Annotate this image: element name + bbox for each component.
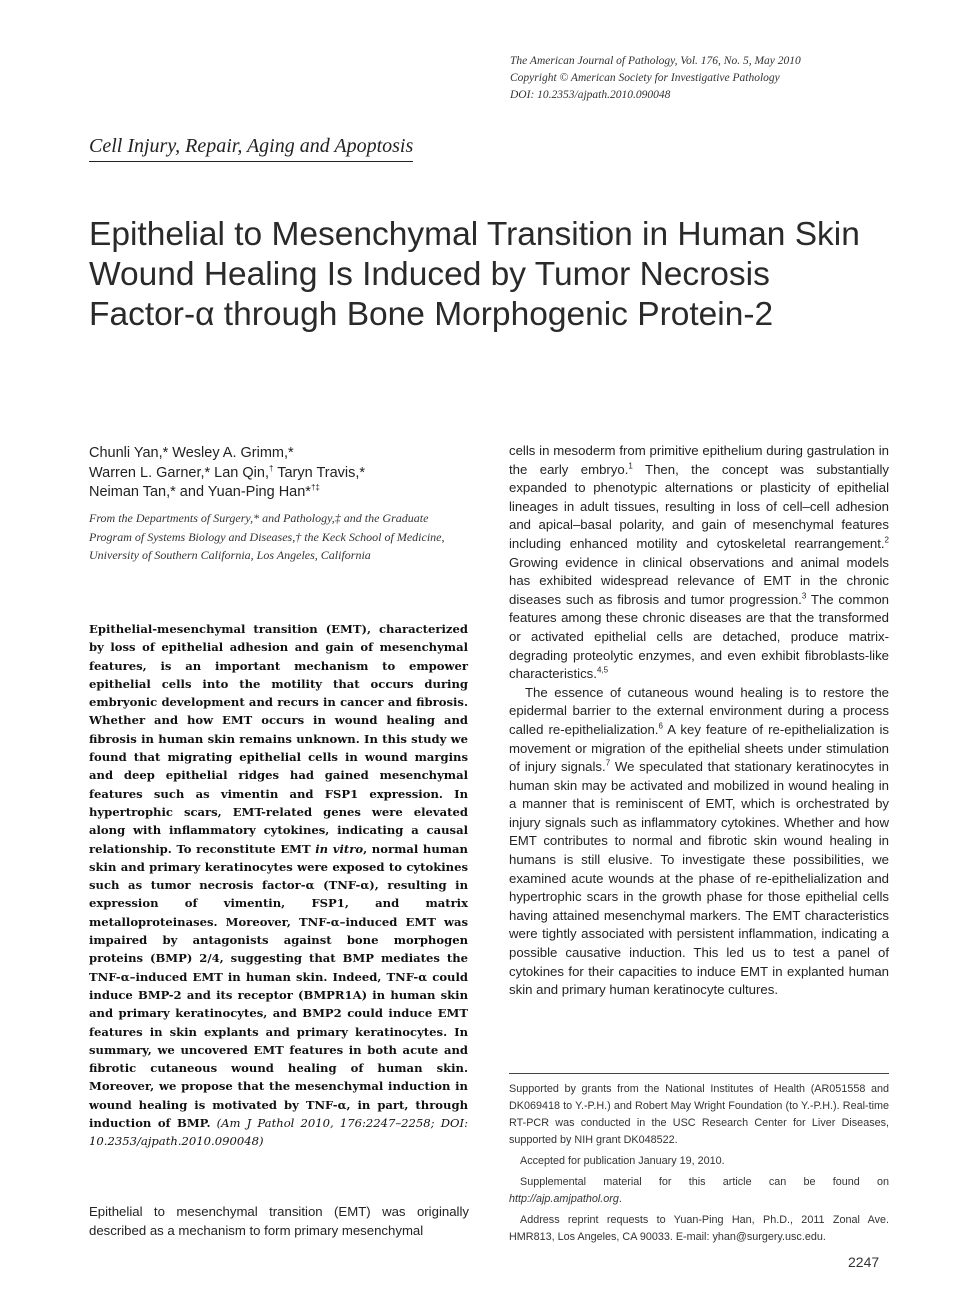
intro-paragraph-2: The essence of cutaneous wound healing is to restore the epidermal barrier to the external environment during a process called re-epithelialization.$^6$ A key feature of re-epithelialization is movement or migration of the epithelial sheets under stimulation of injury signals.$^7$ We speculated that stationary keratinocytes in human skin may be activated and mobilized in wound healing in a manner that is reminiscent of EMT, which is orchestrated by injury signals such as inflammatory cytokines. Whether and how EMT contributes to normal and fibrotic skin wound healing in humans is still elusive. To investigate these possibilities, we examined acute wounds at the phase of re-epithelialization and hypertrophic scars in the growth phase for those epithelial cells having attained mesenchymal markers. The EMT characteristics were tightly associated with persistent inflammation, indicating a possible causative induction. This led us to test a panel of cytokines for their capacities to induce EMT in explanted human skin and primary human keratinocyte cultures.: [509, 684, 890, 998]
footnote-reprint: Address reprint requests to Yuan-Ping Han, Ph.D., 2011 Zonal Ave. HMR813, Los Angeles, CA 90033. E-mail: yhan@surgery.usc.edu.: [509, 1214, 889, 1243]
intro-paragraph-1: cells in mesoderm from primitive epithelium during gastrulation in the early embryo.$^1$ Then, the concept was substantially expanded to phenotypic alternations or plasticity of epithelial lineages in adult tissues, resulting in loss of cell–cell adhesion and apical–basal polarity, and gain of mesenchymal features including enhanced motility and cytoskeletal rearrangement.$^2$ Growing evidence in clinical observations and animal models has exhibited widespread relevance of EMT in the chronic diseases such as fibrosis and tumor progression.$^3$ The common features among these chronic diseases are that the transformed or activated epithelial cells are detached, produce matrix-degrading proteolytic enzymes, and even exhibit fibroblasts-like characteristics.$^{4,5}$: [509, 443, 889, 682]
title-line-3: Factor-α through Bone Morphogenic Protein-2: [89, 296, 774, 333]
section-heading: Cell Injury, Repair, Aging and Apoptosis: [89, 133, 413, 162]
journal-info: [510, 53, 930, 104]
footnote-divider: [509, 1073, 889, 1074]
journal-doi: DOI: 10.2353/ajpath.2010.090048: [510, 89, 671, 101]
author-list: [89, 444, 479, 503]
abstract-citation: (Am J Pathol 2010, 176:2247–2258; DOI: 10.2353/ajpath.2010.090048): [89, 1116, 468, 1149]
footnote-support: Supported by grants from the National Institutes of Health (AR051558 and DK069418 to Y.-P.H.) and Robert May Wright Foundation (to Y.-P.H.). Real-time RT-PCR was conducted in the USC Research Center for Liver Diseases, supported by NIH grant DK048522.: [509, 1083, 889, 1146]
author-line-2: Warren L. Garner,* Lan Qin,† Taryn Travis,*: [89, 463, 366, 481]
title-line-2: Wound Healing Is Induced by Tumor Necrosis: [89, 256, 770, 293]
journal-copyright: Copyright © American Society for Investigative Pathology: [510, 72, 780, 84]
intro-paragraph-start: Epithelial to mesenchymal transition (EMT) was originally described as a mechanism to form primary mesenchymal: [89, 1204, 469, 1238]
author-line-1: Chunli Yan,* Wesley A. Grimm,*: [89, 445, 294, 461]
supplemental-link[interactable]: http://ajp.amjpathol.org: [509, 1193, 619, 1205]
footnotes: [509, 1081, 889, 1250]
journal-citation: The American Journal of Pathology, Vol. 176, No. 5, May 2010: [510, 55, 801, 67]
body-text-left: [89, 1202, 469, 1240]
abstract: Epithelial-mesenchymal transition (EMT), characterized by loss of epithelial adhesion and gain of mesenchymal features, is an important mechanism to empower epithelial cells into the motility that occurs during embryonic development and recurs in cancer and fibrosis. Whether and how EMT occurs in wound healing and fibrosis in human skin remains unknown. In this study we found that migrating epithelial cells in wound margins and deep epithelial ridges had gained mesenchymal features such as vimentin and FSP1 expression. In hypertrophic scars, EMT-related genes were elevated along with inflammatory cytokines, indicating a causal relationship. To reconstitute EMT in vitro, normal human skin and primary keratinocytes were exposed to cytokines such as tumor necrosis factor-α (TNF-α), resulting in expression of vimentin, FSP1, and matrix metalloproteinases. Moreover, TNF-α–induced EMT was impaired by antagonists against bone morphogen proteins (BMP) 2/4, suggesting that BMP mediates the TNF-α–induced EMT in human skin. Indeed, TNF-α could induce BMP-2 and its receptor (BMPR1A) in human skin and primary keratinocytes, and BMP2 could induce EMT features in skin explants and primary keratinocytes. In summary, we uncovered EMT features in both acute and fibrotic cutaneous wound healing of human skin. Moreover, we propose that the mesenchymal induction in wound healing is motivated by TNF-α, in part, through induction of BMP. (Am J Pathol 2010, 176:2247–2258; DOI: 10.2353/ajpath.2010.090048): [89, 622, 468, 1149]
affiliation: From the Departments of Surgery,* and Pathology,‡ and the Graduate Program of Systems Biology and Diseases,† the Keck School of Medicine, University of Southern California, Los Angeles, California: [89, 511, 445, 562]
title-line-1: Epithelial to Mesenchymal Transition in Human Skin: [89, 216, 860, 253]
body-text-right: [509, 442, 889, 1000]
footnote-supplemental: Supplemental material for this article can be found on http://ajp.amjpathol.org.: [509, 1176, 889, 1205]
author-line-3: Neiman Tan,* and Yuan-Ping Han*†‡: [89, 483, 320, 500]
article-title: [89, 215, 909, 335]
page-number: 2247: [848, 1254, 880, 1270]
footnote-accepted: Accepted for publication January 19, 2010.: [520, 1155, 725, 1167]
